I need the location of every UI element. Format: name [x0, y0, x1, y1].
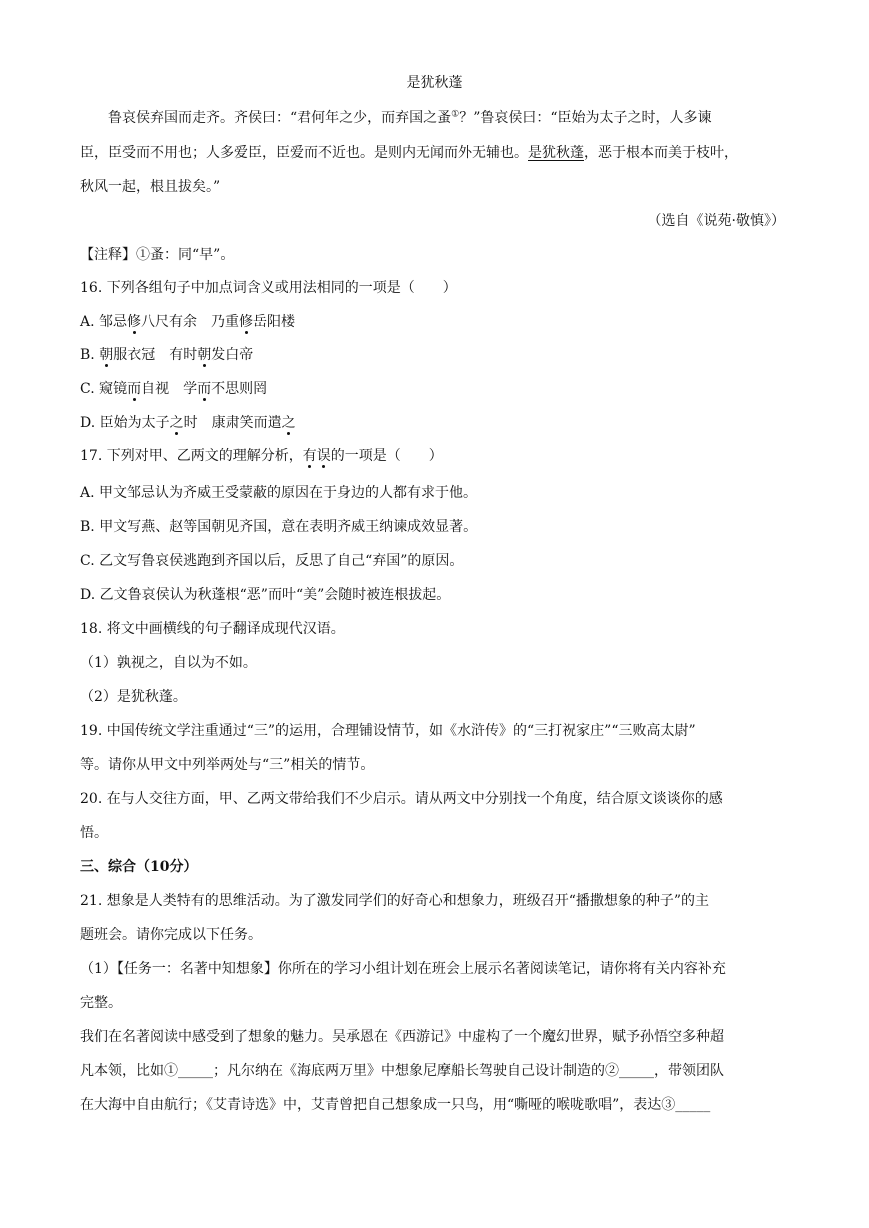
q17-option-c: C. 乙文写鲁哀侯逃跑到齐国以后，反思了自己“弃国”的原因。: [80, 553, 464, 569]
reading-notes-line-3: 在大海中自由航行；《艾青诗选》中，艾青曾把自己想象成一只鸟，用“嘶哑的喉咙歌唱”，表达③_____: [80, 1097, 711, 1113]
passage-line-3: 秋风一起，根且拔矣。”: [80, 179, 221, 195]
option-text: 有时: [169, 347, 198, 363]
q16-option-d: [80, 413, 790, 433]
passage-text: ，恶于根本而美于枝叶，: [584, 145, 738, 161]
reading-notes-line-2: 凡本领，比如①_____；凡尔纳在《海底两万里》中想象尼摩船长驾驶自己设计制造的②_____，带领团队: [80, 1063, 724, 1079]
question-17-stem: [80, 446, 790, 466]
question-20-line-1: 20. 在与人交往方面，甲、乙两文带给我们不少启示。请从两文中分别找一个角度，结合原文谈谈你的感: [80, 791, 723, 807]
option-text: 岳阳楼: [253, 314, 296, 330]
option-text: 窥镜: [99, 381, 128, 397]
annotation: 【注释】①蚤：同“早”。: [80, 247, 235, 263]
option-text: 发白帝: [211, 347, 254, 363]
q16-option-a: [80, 312, 790, 332]
dotted-word: 有: [302, 448, 317, 464]
dotted-word: 朝: [99, 347, 114, 363]
question-21-line-2: 题班会。请你完成以下任务。: [80, 927, 262, 943]
dotted-word: 而: [127, 381, 142, 397]
task-1-line-1: （1）【任务一：名著中知想象】你所在的学习小组计划在班会上展示名著阅读笔记，请你将有关内容补充: [80, 961, 726, 977]
dotted-word: 朝: [197, 347, 212, 363]
question-21-line-1: 21. 想象是人类特有的思维活动。为了激发同学们的好奇心和想象力，班级召开“播撒想象的种子”的主: [80, 893, 710, 909]
passage-line-2: [80, 143, 790, 163]
dotted-word: 误: [316, 448, 331, 464]
option-label: D.: [80, 415, 96, 431]
option-text: 乃重: [211, 314, 240, 330]
section-heading: 三、综合（10分）: [80, 859, 198, 875]
q17-option-a: A. 甲文邹忌认为齐威王受蒙蔽的原因在于身边的人都有求于他。: [80, 485, 478, 501]
question-text: 17. 下列对甲、乙两文的理解分析，: [80, 448, 303, 464]
option-text: 不思则罔: [211, 381, 268, 397]
question-19-line-2: 等。请你从甲文中列举两处与“三”相关的情节。: [80, 757, 375, 773]
question-20-line-2: 悟。: [80, 825, 108, 841]
passage-text: ？”鲁哀侯曰：“臣始为太子之时，人多谏: [459, 110, 712, 126]
option-label: A.: [80, 314, 95, 330]
option-label: C.: [80, 381, 95, 397]
option-text: 康肃笑而遣: [211, 415, 282, 431]
passage-text: 鲁哀侯弃国而走齐。齐侯曰：“君何年之少，而弃国之蚤: [108, 110, 452, 126]
dotted-word: 而: [197, 381, 212, 397]
dotted-word: 修: [239, 314, 254, 330]
question-16-stem: 16. 下列各组句子中加点词含义或用法相同的一项是（ ）: [80, 280, 457, 296]
passage-title: 是犹秋蓬: [406, 75, 463, 91]
footnote-marker: ①: [451, 109, 460, 120]
option-text: 学: [183, 381, 198, 397]
question-19-line-1: 19. 中国传统文学注重通过“三”的运用，合理铺设情节，如《水浒传》的“三打祝家庄”“三败高太尉”: [80, 723, 696, 739]
option-text: 自视: [141, 381, 170, 397]
question-18-stem: 18. 将文中画横线的句子翻译成现代汉语。: [80, 621, 345, 637]
reading-notes-line-1: 我们在名著阅读中感受到了想象的魅力。吴承恩在《西游记》中虚构了一个魔幻世界，赋予孙悟空多种超: [80, 1029, 724, 1045]
option-label: B.: [80, 347, 95, 363]
q16-option-b: [80, 345, 790, 365]
option-text: 八尺有余: [141, 314, 198, 330]
option-text: 时: [183, 415, 198, 431]
passage-line-1: [108, 108, 790, 128]
q17-option-b: B. 甲文写燕、赵等国朝见齐国，意在表明齐威王纳谏成效显著。: [80, 519, 478, 535]
option-text: 服衣冠: [113, 347, 156, 363]
option-text: 邹忌: [99, 314, 128, 330]
question-text: 的一项是（ ）: [330, 448, 443, 464]
q17-option-d: D. 乙文鲁哀侯认为秋蓬根“恶”而叶“美”会随时被连根拔起。: [80, 587, 451, 603]
q16-option-c: [80, 379, 790, 399]
dotted-word: 之: [281, 415, 296, 431]
q18-item-1: （1）孰视之，自以为不如。: [80, 655, 257, 671]
task-1-line-2: 完整。: [80, 995, 122, 1011]
source-citation: （选自《说苑·敬慎》）: [647, 213, 785, 229]
dotted-word: 修: [127, 314, 142, 330]
dotted-word: 之: [169, 415, 184, 431]
option-text: 臣始为太子: [99, 415, 170, 431]
passage-text: 臣，臣受而不用也；人多爱臣，臣爱而不近也。是则内无闻而外无辅也。: [80, 145, 528, 161]
q18-item-2: （2）是犹秋蓬。: [80, 689, 187, 705]
underlined-sentence: 是犹秋蓬: [528, 145, 584, 161]
